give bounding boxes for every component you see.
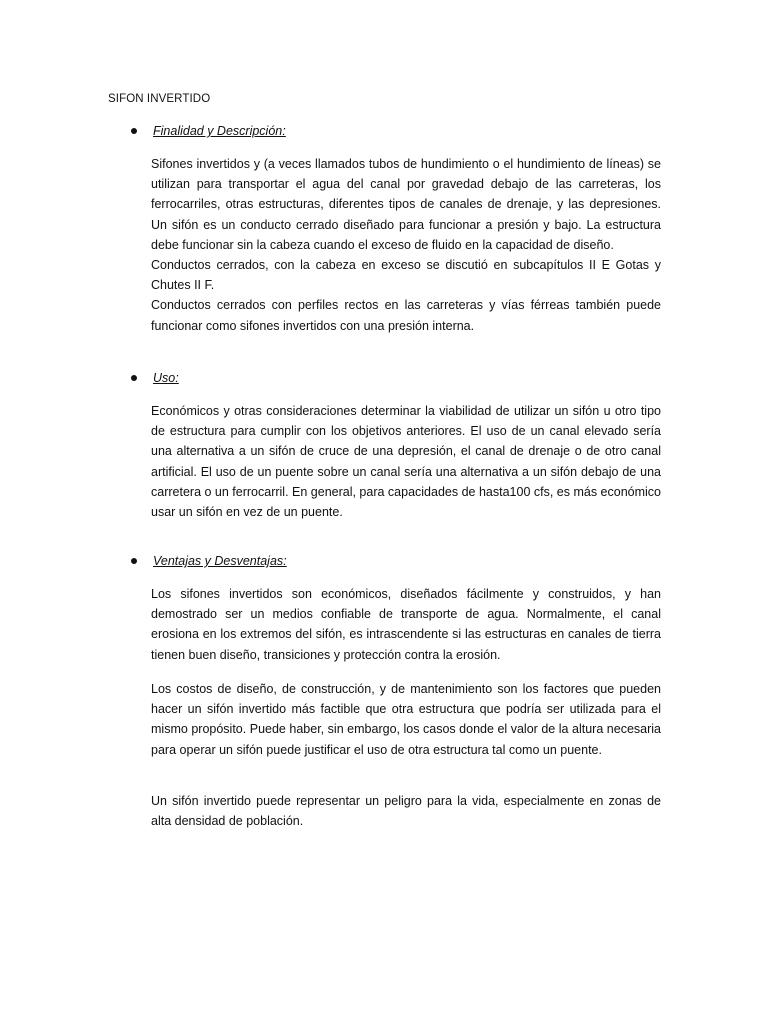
paragraph: Económicos y otras consideraciones determinar la viabilidad de utilizar un sifón u otro tipo de estructura para cumplir con los objetivos anteriores. El uso de un canal elevado sería una alternativa a un sifón de cruce de una depresión, el canal de drenaje o de otro canal artificial. El uso de un puente sobre un canal sería una alternativa a un sifón debajo de una carretera o un ferrocarril. En general, para capacidades de hasta100 cfs, es más económico usar un sifón en vez de un puente.: [151, 404, 661, 520]
section-body-finalidad: [151, 154, 661, 336]
document-title: SIFON INVERTIDO: [108, 93, 211, 105]
paragraph: Conductos cerrados con perfiles rectos en las carreteras y vías férreas también puede funcionar como sifones invertidos con una presión interna.: [151, 298, 661, 333]
section-body-ventajas-2: [151, 679, 661, 760]
bullet-icon: [131, 558, 137, 564]
section-heading-finalidad: [130, 124, 286, 138]
section-heading-text: Ventajas y Desventajas:: [153, 554, 287, 568]
bullet-icon: [131, 128, 137, 134]
section-body-uso: [151, 401, 661, 522]
section-heading-text: Uso:: [153, 371, 179, 385]
section-body-ventajas-1: [151, 584, 661, 665]
bullet-icon: [131, 375, 137, 381]
paragraph: Los costos de diseño, de construcción, y de mantenimiento son los factores que pueden hacer un sifón invertido más factible que otra estructura que podría ser utilizada para el mismo propósito. Puede haber, sin embargo, los casos donde el valor de la altura necesaria para operar un sifón puede justificar el uso de otra estructura tal como un puente.: [151, 682, 661, 757]
section-heading-uso: [130, 371, 179, 385]
paragraph: Los sifones invertidos son económicos, diseñados fácilmente y construidos, y han demostrado ser un medios confiable de transporte de agua. Normalmente, el canal erosiona en los extremos del sifón, es intrascendente si las estructuras en canales de tierra tienen buen diseño, transiciones y protección contra la erosión.: [151, 587, 661, 662]
paragraph: Sifones invertidos y (a veces llamados tubos de hundimiento o el hundimiento de líneas) se utilizan para transportar el agua del canal por gravedad debajo de las carreteras, los ferrocarriles, otras estructuras, diferentes tipos de canales de drenaje, y las depresiones. Un sifón es un conducto cerrado diseñado para funcionar a presión y bajo. La estructura debe funcionar sin la cabeza cuando el exceso de fluido en la capacidad de diseño.: [151, 157, 661, 252]
paragraph: Un sifón invertido puede representar un peligro para la vida, especialmente en zonas de alta densidad de población.: [151, 794, 661, 829]
section-body-ventajas-3: [151, 791, 661, 831]
section-heading-ventajas: [130, 554, 287, 568]
paragraph: Conductos cerrados, con la cabeza en exceso se discutió en subcapítulos II E Gotas y Chutes II F.: [151, 258, 661, 293]
section-heading-text: Finalidad y Descripción:: [153, 124, 286, 138]
